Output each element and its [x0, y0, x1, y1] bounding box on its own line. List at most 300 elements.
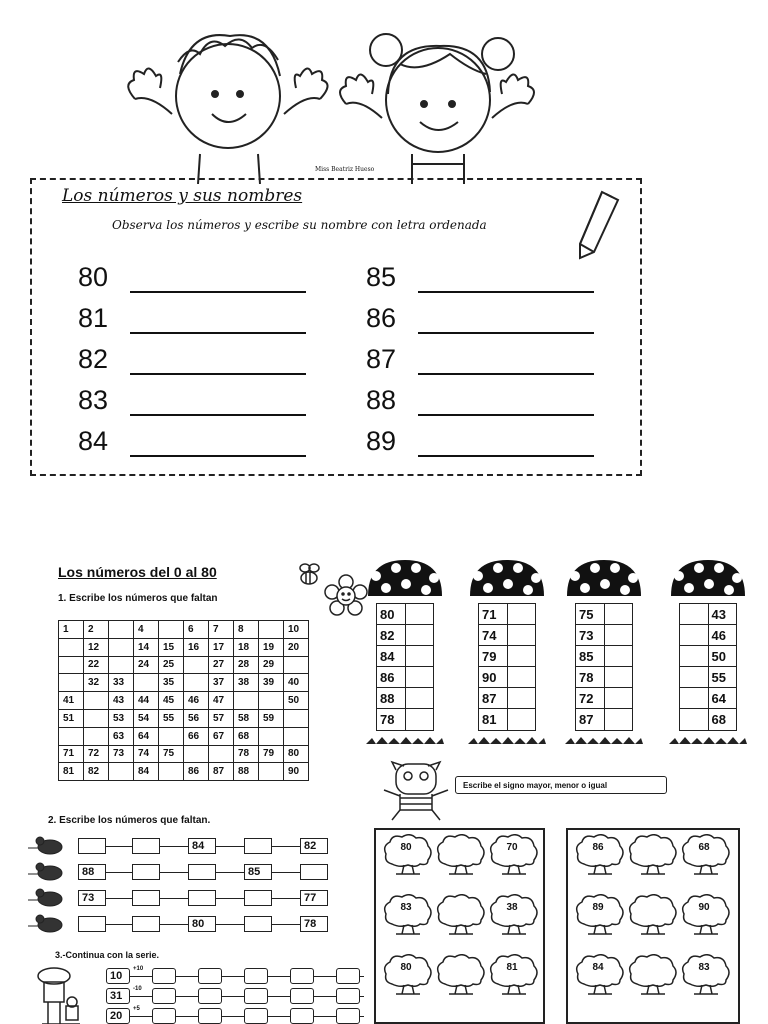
- series-box[interactable]: [290, 968, 314, 984]
- stem-row: [377, 604, 433, 625]
- grid-cell: 82: [84, 763, 109, 781]
- stem-cell[interactable]: [507, 667, 536, 687]
- grid-cell: 7: [209, 621, 234, 639]
- number-label: 84: [78, 426, 109, 456]
- compare-tree: [488, 834, 540, 876]
- compare-tree: [680, 834, 732, 876]
- answer-line[interactable]: [418, 349, 594, 375]
- number-label: 82: [78, 344, 109, 374]
- mushroom-cap-icon: [565, 558, 643, 598]
- number-box: 85: [244, 864, 272, 880]
- tree-number: 90: [698, 902, 710, 913]
- stem-cell[interactable]: [507, 646, 536, 666]
- tree-icon: [382, 894, 434, 936]
- stem-row: [576, 646, 632, 667]
- grid-cell: 63: [109, 727, 134, 745]
- number-box: 77: [300, 890, 328, 906]
- grid-cell: 12: [84, 638, 109, 656]
- connector-line: [106, 1016, 364, 1017]
- grid-cell[interactable]: [109, 621, 134, 639]
- grid-cell: 44: [134, 692, 159, 710]
- grid-cell: 19: [259, 638, 284, 656]
- grid-cell[interactable]: [159, 763, 184, 781]
- stem-cell: 78: [579, 670, 594, 685]
- grid-cell: 84: [134, 763, 159, 781]
- stem-cell: 75: [579, 607, 594, 622]
- series-box[interactable]: [336, 1008, 360, 1024]
- connector-line: [106, 976, 364, 977]
- tree-number: 70: [506, 842, 518, 853]
- grid-cell[interactable]: [59, 638, 84, 656]
- grid-cell: 45: [159, 692, 184, 710]
- stem-cell[interactable]: [507, 688, 536, 708]
- grid-cell: 71: [59, 745, 84, 763]
- grid-cell[interactable]: [284, 709, 309, 727]
- section3-heading: 3.-Continua con la serie.: [55, 950, 160, 960]
- compare-tree: [574, 894, 626, 936]
- mouse-icon: [28, 834, 64, 856]
- stem-cell[interactable]: [680, 604, 708, 624]
- grid-cell: 24: [134, 656, 159, 674]
- tree-icon: [574, 894, 626, 936]
- stem-row: [680, 709, 736, 730]
- stem-row: [576, 709, 632, 730]
- grid-cell: 39: [259, 674, 284, 692]
- stem-cell: 80: [380, 607, 395, 622]
- number-box[interactable]: [300, 864, 328, 880]
- tree-icon: [627, 894, 679, 936]
- compare-tree[interactable]: [627, 894, 679, 936]
- series-start: 10: [106, 968, 130, 984]
- number-box: 88: [78, 864, 106, 880]
- stem-cell[interactable]: [507, 604, 536, 624]
- stem-cell[interactable]: [405, 709, 434, 730]
- answer-line[interactable]: [418, 431, 594, 457]
- tree-number: 80: [400, 962, 412, 973]
- series-box[interactable]: [152, 988, 176, 1004]
- answer-line[interactable]: [130, 390, 306, 416]
- stem-cell[interactable]: [405, 646, 434, 666]
- grid-cell[interactable]: [84, 727, 109, 745]
- compare-tree[interactable]: [627, 954, 679, 996]
- cat-character-icon: [380, 760, 452, 822]
- grid-row: [59, 709, 309, 727]
- tree-icon: [382, 954, 434, 996]
- compare-tree: [382, 894, 434, 936]
- compare-instruction: Escribe el signo mayor, menor o igual: [455, 776, 667, 794]
- stem-row: [479, 667, 535, 688]
- stem-cell[interactable]: [604, 667, 633, 687]
- stem-row: [377, 625, 433, 646]
- grid-cell: 25: [159, 656, 184, 674]
- stem-cell: 79: [482, 649, 497, 664]
- grid-cell: 67: [209, 727, 234, 745]
- mouse-icon: [28, 886, 64, 908]
- grid-row: [59, 674, 309, 692]
- tree-number: 38: [506, 902, 518, 913]
- number-box[interactable]: [244, 890, 272, 906]
- number-row: [78, 385, 306, 416]
- stem-cell[interactable]: [604, 646, 633, 666]
- grid-cell: 22: [84, 656, 109, 674]
- series-box[interactable]: [198, 968, 222, 984]
- grid-cell: 75: [159, 745, 184, 763]
- worksheet-title: Los números y sus nombres: [62, 186, 303, 206]
- section2-heading: 2. Escribe los números que faltan.: [48, 815, 211, 826]
- number-row: [366, 303, 594, 334]
- grid-cell: 15: [159, 638, 184, 656]
- grid-cell: 58: [234, 709, 259, 727]
- author-credit: Miss Beatriz Hueso: [315, 166, 375, 173]
- grid-cell[interactable]: [209, 745, 234, 763]
- stem-cell[interactable]: [680, 625, 708, 645]
- compare-tree: [382, 954, 434, 996]
- series-start: 20: [106, 1008, 130, 1024]
- grid-cell: 50: [284, 692, 309, 710]
- stem-cell: 68: [708, 709, 737, 730]
- number-row: [78, 426, 306, 457]
- grid-cell: 55: [159, 709, 184, 727]
- flower-icon: [322, 572, 370, 620]
- stem-row: [377, 646, 433, 667]
- grid-cell: 73: [109, 745, 134, 763]
- stem-cell[interactable]: [604, 688, 633, 708]
- number-row: [78, 303, 306, 334]
- series-box[interactable]: [198, 1008, 222, 1024]
- number-label: 85: [366, 262, 397, 292]
- series-box[interactable]: [290, 1008, 314, 1024]
- stem-row: [377, 667, 433, 688]
- compare-tree: [680, 954, 732, 996]
- grid-cell: 79: [259, 745, 284, 763]
- compare-tree: [680, 894, 732, 936]
- number-row: [366, 344, 594, 375]
- tree-number: 80: [400, 842, 412, 853]
- stem-cell[interactable]: [604, 604, 633, 624]
- number-row: [366, 426, 594, 457]
- grid-cell: 57: [209, 709, 234, 727]
- compare-panel-left: [374, 828, 545, 1024]
- grid-cell: 81: [59, 763, 84, 781]
- number-row: [78, 262, 306, 293]
- grid-cell: 78: [234, 745, 259, 763]
- tree-icon: [627, 834, 679, 876]
- mushroom: [669, 558, 747, 749]
- tree-number: 83: [698, 962, 710, 973]
- stem-cell[interactable]: [680, 709, 708, 730]
- series-box[interactable]: [244, 968, 268, 984]
- grid-row: [59, 745, 309, 763]
- tree-icon: [488, 834, 540, 876]
- grass-icon: [366, 736, 444, 744]
- stem-row: [680, 604, 736, 625]
- compare-tree: [574, 954, 626, 996]
- tree-icon: [574, 954, 626, 996]
- grid-row: [59, 692, 309, 710]
- stem-row: [680, 646, 736, 667]
- stem-cell: 81: [482, 712, 497, 727]
- grid-row: [59, 621, 309, 639]
- stem-cell: 88: [380, 691, 395, 706]
- bee-icon: [294, 560, 324, 590]
- grid-cell: 46: [184, 692, 209, 710]
- number-box[interactable]: [132, 864, 160, 880]
- stem-row: [479, 604, 535, 625]
- stem-cell[interactable]: [680, 667, 708, 687]
- grid-cell: 56: [184, 709, 209, 727]
- stem-cell[interactable]: [507, 625, 536, 645]
- grid-cell[interactable]: [134, 674, 159, 692]
- tree-icon: [488, 894, 540, 936]
- stem-row: [479, 646, 535, 667]
- stem-row: [680, 625, 736, 646]
- grid-cell: 59: [259, 709, 284, 727]
- series-step: +10: [133, 966, 144, 972]
- grid-cell: 40: [284, 674, 309, 692]
- tree-icon: [435, 894, 487, 936]
- grid-cell[interactable]: [184, 656, 209, 674]
- grid-cell: 74: [134, 745, 159, 763]
- number-box[interactable]: [78, 916, 106, 932]
- grid-cell[interactable]: [159, 727, 184, 745]
- grid-cell: 80: [284, 745, 309, 763]
- number-label: 86: [366, 303, 397, 333]
- stem-cell: 84: [380, 649, 395, 664]
- grid-cell[interactable]: [259, 692, 284, 710]
- grid-cell[interactable]: [284, 656, 309, 674]
- stem-cell: 87: [579, 712, 594, 727]
- stem-row: [576, 688, 632, 709]
- worksheet2-title: Los números del 0 al 80: [58, 564, 217, 580]
- grid-cell: 17: [209, 638, 234, 656]
- grid-cell[interactable]: [259, 727, 284, 745]
- stem-cell: 87: [482, 691, 497, 706]
- mushroom-stem: [575, 603, 633, 731]
- tree-icon: [382, 834, 434, 876]
- number-row: [78, 344, 306, 375]
- tree-icon: [435, 834, 487, 876]
- grid-cell[interactable]: [184, 674, 209, 692]
- grid-cell[interactable]: [109, 638, 134, 656]
- stem-cell[interactable]: [680, 646, 708, 666]
- answer-line[interactable]: [418, 308, 594, 334]
- grid-cell: 41: [59, 692, 84, 710]
- stem-row: [576, 604, 632, 625]
- stem-cell[interactable]: [405, 667, 434, 687]
- number-label: 88: [366, 385, 397, 415]
- stem-cell[interactable]: [604, 709, 633, 730]
- tree-icon: [488, 954, 540, 996]
- tree-icon: [680, 894, 732, 936]
- grid-cell[interactable]: [59, 656, 84, 674]
- stem-cell: 85: [579, 649, 594, 664]
- grid-cell: 20: [284, 638, 309, 656]
- compare-tree[interactable]: [627, 834, 679, 876]
- pencil-icon: [572, 186, 624, 262]
- stem-cell[interactable]: [604, 625, 633, 645]
- number-box[interactable]: [188, 864, 216, 880]
- grid-cell: 28: [234, 656, 259, 674]
- grid-cell: 66: [184, 727, 209, 745]
- compare-tree: [574, 834, 626, 876]
- grid-cell: 1: [59, 621, 84, 639]
- grid-cell: 68: [234, 727, 259, 745]
- grid-cell[interactable]: [259, 763, 284, 781]
- number-box: 84: [188, 838, 216, 854]
- mushroom-stem: [478, 603, 536, 731]
- grid-cell: 2: [84, 621, 109, 639]
- series-box[interactable]: [336, 988, 360, 1004]
- answer-line[interactable]: [418, 267, 594, 293]
- grid-cell: 90: [284, 763, 309, 781]
- answer-line[interactable]: [130, 308, 306, 334]
- compare-tree[interactable]: [435, 834, 487, 876]
- tree-number: 86: [592, 842, 604, 853]
- series-box[interactable]: [290, 988, 314, 1004]
- grid-cell: 8: [234, 621, 259, 639]
- tree-number: 89: [592, 902, 604, 913]
- section1-heading: 1. Escribe los números que faltan: [58, 593, 218, 604]
- grid-cell[interactable]: [109, 763, 134, 781]
- number-box[interactable]: [132, 916, 160, 932]
- tree-number: 68: [698, 842, 710, 853]
- mouse-house-icon: [32, 966, 90, 1024]
- answer-line[interactable]: [130, 267, 306, 293]
- stem-cell[interactable]: [405, 625, 434, 645]
- stem-cell: 43: [708, 604, 737, 624]
- grid-cell[interactable]: [84, 709, 109, 727]
- grid-row: [59, 638, 309, 656]
- grid-cell: 37: [209, 674, 234, 692]
- number-label: 81: [78, 303, 109, 333]
- grid-cell[interactable]: [234, 692, 259, 710]
- grid-row: [59, 727, 309, 745]
- stem-cell: 86: [380, 670, 395, 685]
- series-box[interactable]: [244, 1008, 268, 1024]
- grid-cell: 33: [109, 674, 134, 692]
- grid-cell: 88: [234, 763, 259, 781]
- stem-cell[interactable]: [405, 604, 434, 624]
- grid-cell[interactable]: [184, 745, 209, 763]
- mushroom-stem: [376, 603, 434, 731]
- stem-cell[interactable]: [507, 709, 536, 730]
- number-box: 82: [300, 838, 328, 854]
- stem-cell[interactable]: [405, 688, 434, 708]
- number-box[interactable]: [188, 890, 216, 906]
- grid-cell: 6: [184, 621, 209, 639]
- stem-cell: 72: [579, 691, 594, 706]
- number-label: 89: [366, 426, 397, 456]
- stem-cell: 64: [708, 688, 737, 708]
- grid-cell[interactable]: [159, 621, 184, 639]
- series-start: 31: [106, 988, 130, 1004]
- grid-cell: 38: [234, 674, 259, 692]
- grid-cell[interactable]: [59, 727, 84, 745]
- connector-line: [106, 996, 364, 997]
- compare-tree[interactable]: [435, 894, 487, 936]
- stem-cell: 90: [482, 670, 497, 685]
- compare-tree: [488, 954, 540, 996]
- grid-row: [59, 763, 309, 781]
- series-box[interactable]: [152, 1008, 176, 1024]
- grid-cell[interactable]: [259, 621, 284, 639]
- grid-cell: 29: [259, 656, 284, 674]
- stem-cell: 46: [708, 625, 737, 645]
- grid-cell[interactable]: [109, 656, 134, 674]
- grid-cell: 64: [134, 727, 159, 745]
- grass-icon: [669, 736, 747, 744]
- number-box[interactable]: [78, 838, 106, 854]
- mushroom: [366, 558, 444, 749]
- number-box[interactable]: [244, 838, 272, 854]
- series-box[interactable]: [198, 988, 222, 1004]
- mushroom-cap-icon: [366, 558, 444, 598]
- mushroom: [565, 558, 643, 749]
- grid-cell: 14: [134, 638, 159, 656]
- hundred-grid: [58, 620, 309, 781]
- tree-number: 83: [400, 902, 412, 913]
- mushroom-stem: [679, 603, 737, 731]
- grid-cell: 51: [59, 709, 84, 727]
- stem-cell: 50: [708, 646, 737, 666]
- stem-cell: 74: [482, 628, 497, 643]
- answer-line[interactable]: [418, 390, 594, 416]
- number-box[interactable]: [132, 890, 160, 906]
- stem-row: [576, 667, 632, 688]
- grid-cell: 18: [234, 638, 259, 656]
- grid-cell: 4: [134, 621, 159, 639]
- stem-cell: 73: [579, 628, 594, 643]
- grid-cell: 47: [209, 692, 234, 710]
- grid-cell: 87: [209, 763, 234, 781]
- grid-cell: 16: [184, 638, 209, 656]
- tree-number: 81: [506, 962, 518, 973]
- stem-row: [377, 709, 433, 730]
- tree-icon: [627, 954, 679, 996]
- mushroom: [468, 558, 546, 749]
- grid-cell[interactable]: [84, 692, 109, 710]
- grid-cell: 53: [109, 709, 134, 727]
- stem-cell: 78: [380, 712, 395, 727]
- compare-tree[interactable]: [435, 954, 487, 996]
- tree-icon: [680, 834, 732, 876]
- stem-row: [680, 667, 736, 688]
- tree-icon: [680, 954, 732, 996]
- compare-tree: [488, 894, 540, 936]
- number-box[interactable]: [132, 838, 160, 854]
- stem-row: [479, 688, 535, 709]
- mushroom-cap-icon: [669, 558, 747, 598]
- number-row: [366, 262, 594, 293]
- series-box[interactable]: [152, 968, 176, 984]
- stem-row: [479, 625, 535, 646]
- answer-line[interactable]: [130, 431, 306, 457]
- grid-cell: 10: [284, 621, 309, 639]
- stem-row: [479, 709, 535, 730]
- grid-cell: 86: [184, 763, 209, 781]
- tree-number: 84: [592, 962, 604, 973]
- grid-cell[interactable]: [59, 674, 84, 692]
- number-box[interactable]: [244, 916, 272, 932]
- series-box[interactable]: [244, 988, 268, 1004]
- grid-cell[interactable]: [284, 727, 309, 745]
- series-box[interactable]: [336, 968, 360, 984]
- answer-line[interactable]: [130, 349, 306, 375]
- stem-cell[interactable]: [680, 688, 708, 708]
- series-step: +5: [133, 1006, 140, 1012]
- grid-cell: 54: [134, 709, 159, 727]
- grid-cell: 32: [84, 674, 109, 692]
